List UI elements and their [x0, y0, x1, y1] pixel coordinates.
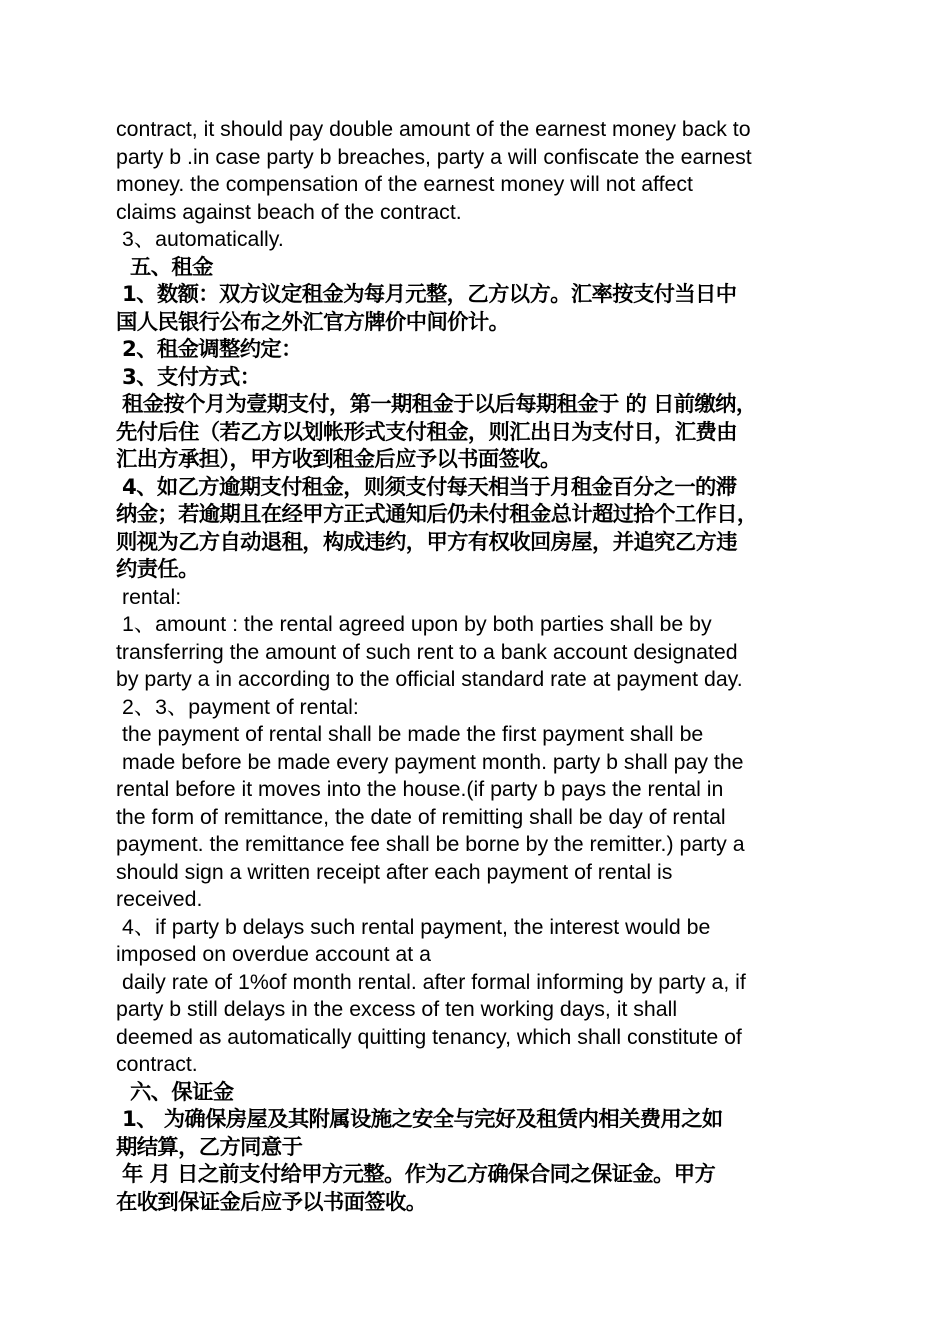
text-line: deemed as automatically quitting tenancy, which shall constitute of: [116, 1024, 742, 1049]
text-line: received.: [116, 887, 203, 911]
text-line: contract, it should pay double amount of the earnest money back to: [116, 117, 751, 141]
text-line: 约责任。: [116, 557, 199, 582]
document-page: [116, 116, 846, 1216]
text-line: 先付后住（若乙方以划帐形式支付租金，则汇出日为支付日，汇费由: [116, 419, 737, 445]
text-line: daily rate of 1%of month rental. after formal informing by party a, if: [122, 969, 746, 994]
text-line: 年 月 日之前支付给甲方元整。作为乙方确保合同之保证金。甲方: [122, 1162, 716, 1187]
text-line: 国人民银行公布之外汇官方牌价中间价计。: [116, 309, 510, 335]
text-line: 期结算，乙方同意于: [116, 1134, 303, 1160]
text-line: 2、3、payment of rental:: [122, 694, 359, 719]
text-line: 租金按个月为壹期支付，第一期租金于以后每期租金于 的 日前缴纳，: [122, 392, 757, 417]
text-line: made before be made every payment month. party b shall pay the: [122, 749, 744, 774]
text-line: contract.: [116, 1052, 198, 1076]
text-line: 4、if party b delays such rental payment, the interest would be: [122, 914, 711, 939]
text-line: 五、租金: [130, 254, 213, 280]
text-line: money. the compensation of the earnest money will not affect: [116, 172, 693, 196]
text-line: rental:: [122, 584, 182, 609]
text-line: 3、支付方式：: [122, 364, 261, 390]
text-line: party b still delays in the excess of ten working days, it shall: [116, 997, 678, 1021]
text-line: 六、保证金: [130, 1079, 234, 1105]
text-line: 4、如乙方逾期支付租金，则须支付每天相当于月租金百分之一的滞: [122, 474, 737, 500]
text-line: 2、租金调整约定：: [122, 337, 302, 362]
text-line: rental before it moves into the house.(if party b pays the rental in: [116, 777, 724, 801]
text-line: 1、数额：双方议定租金为每月元整，乙方以方。汇率按支付当日中: [122, 282, 737, 307]
text-line: the payment of rental shall be made the first payment shall be: [122, 722, 704, 746]
text-line: 则视为乙方自动退租，构成违约，甲方有权收回房屋，并追究乙方违: [116, 529, 737, 555]
text-line: 在收到保证金后应予以书面签收。: [116, 1189, 427, 1215]
text-line: by party a in according to the official standard rate at payment day.: [116, 667, 743, 691]
text-line: payment. the remittance fee shall be borne by the remitter.) party a: [116, 832, 745, 856]
text-line: party b .in case party b breaches, party a will confiscate the earnest: [116, 144, 752, 169]
text-line: 纳金；若逾期且在经甲方正式通知后仍未付租金总计超过拾个工作日，: [116, 502, 758, 527]
text-line: should sign a written receipt after each payment of rental is: [116, 859, 673, 884]
text-line: the form of remittance, the date of remitting shall be day of rental: [116, 804, 726, 829]
text-line: 3、automatically.: [122, 227, 284, 251]
text-line: imposed on overdue account at a: [116, 942, 431, 966]
text-line: claims against beach of the contract.: [116, 199, 462, 224]
text-line: 1、 为确保房屋及其附属设施之安全与完好及租赁内相关费用之如: [122, 1107, 723, 1132]
text-line: 1、amount : the rental agreed upon by both parties shall be by: [122, 612, 712, 636]
text-line: transferring the amount of such rent to a bank account designated: [116, 639, 738, 664]
text-line: 汇出方承担），甲方收到租金后应予以书面签收。: [116, 447, 561, 472]
